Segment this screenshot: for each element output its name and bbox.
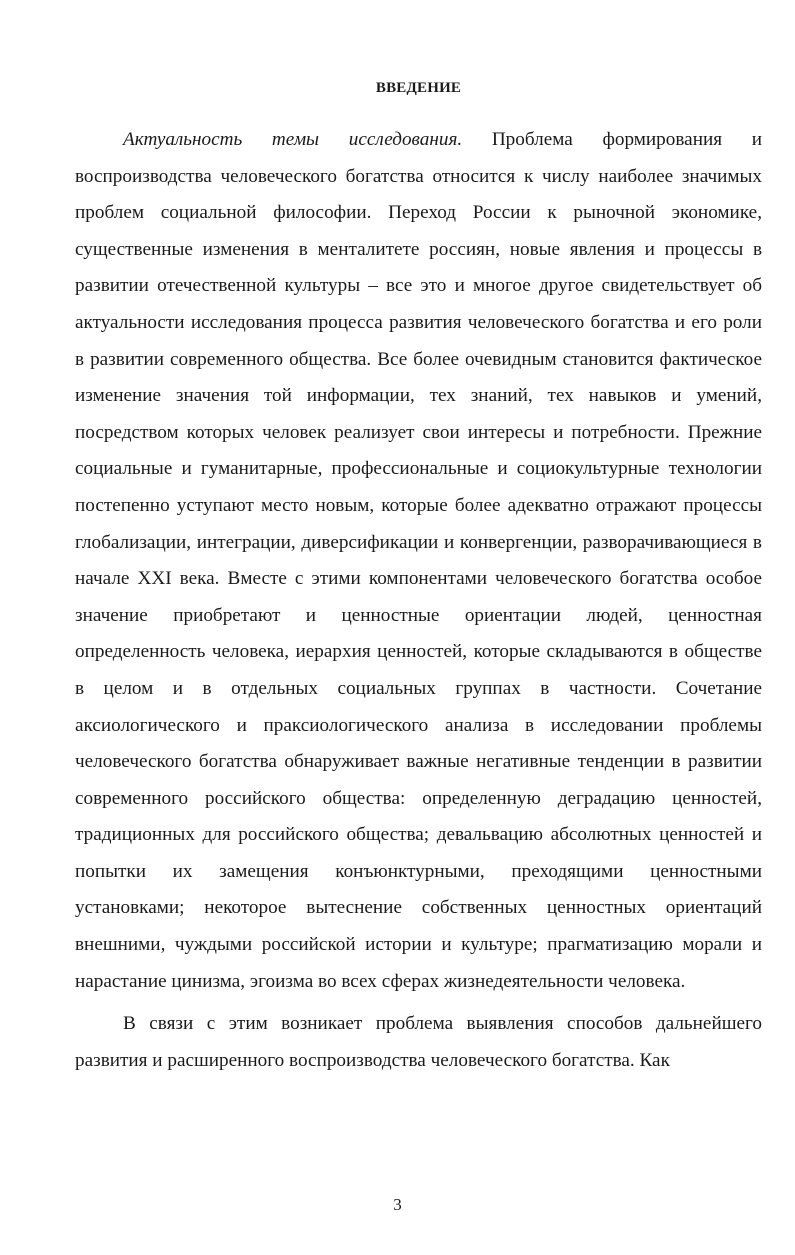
paragraph-body: В связи с этим возникает проблема выявления способов дальнейшего развития и расширенного воспроизводства человеческого богатства. Как	[75, 1013, 762, 1071]
section-heading: ВВЕДЕНИЕ	[375, 80, 462, 96]
paragraph-relevance	[75, 122, 762, 1000]
page-number: 3	[393, 1195, 402, 1214]
paragraph-lead-italic: Актуальность темы исследования.	[123, 129, 463, 150]
paragraph-continuation	[75, 1006, 762, 1079]
paragraph-body: Проблема формирования и воспроизводства человеческого богатства относится к числу наиболее значимых проблем социальной философии. Переход России к рыночной экономике, существенные изменения в менталитете россиян, новые явления и процессы в развитии отечественной культуры – все это и многое другое свидетельствует об актуальности исследования процесса развития человеческого богатства и его роли в развитии современного общества. Все более очевидным становится фактическое изменение значения той информации, тех знаний, тех навыков и умений, посредством которых человек реализует свои интересы и потребности. Прежние социальные и гуманитарные, профессиональные и социокультурные технологии постепенно уступают место новым, которые более адекватно отражают процессы глобализации, интеграции, диверсификации и конвергенции, разворачивающиеся в начале XXI века. Вместе с этими компонентами человеческого богатства особое значение приобретают и ценностные ориентации людей, ценностная определенность человека, иерархия ценностей, которые складываются в обществе в целом и в отдельных социальных группах в частности. Сочетание аксиологического и праксиологического анализа в исследовании проблемы человеческого богатства обнаруживает важные негативные тенденции в развитии современного российского общества: определенную деградацию ценностей, традиционных для российского общества; девальвацию абсолютных ценностей и попытки их замещения конъюнктурными, преходящими ценностными установками; некоторое вытеснение собственных ценностных ориентаций внешними, чуждыми российской истории и культуре; прагматизацию морали и нарастание цинизма, эгоизма во всех сферах жизнедеятельности человека.	[75, 129, 762, 992]
